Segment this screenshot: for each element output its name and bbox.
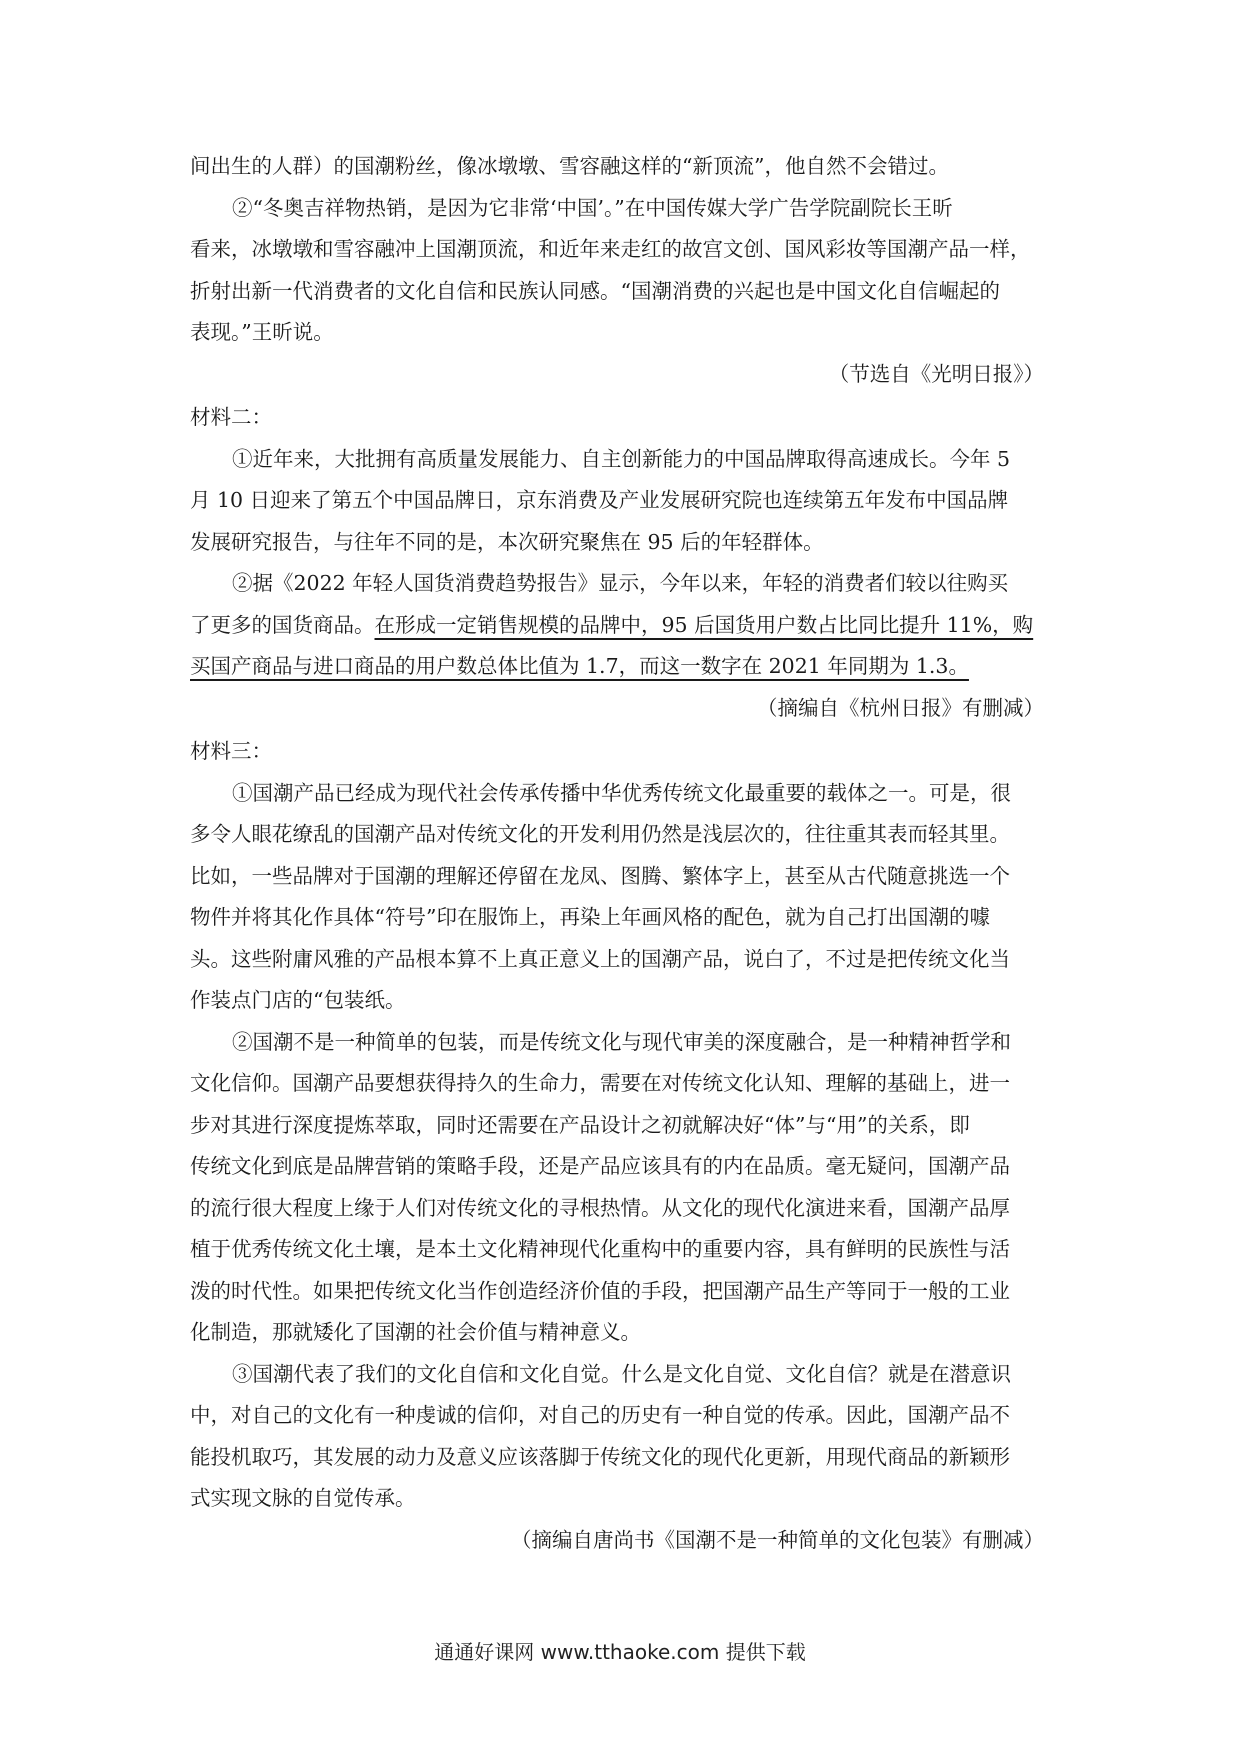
- text-line: 间出生的人群）的国潮粉丝，像冰墩墩、雪容融这样的“新顶流”，他自然不会错过。: [190, 154, 949, 178]
- underlined-text: 买国产商品与进口商品的用户数总体比值为 1.7，而这一数字在 2021 年同期为 1.3。: [190, 654, 969, 678]
- text-line: 植于优秀传统文化土壤，是本土文化精神现代化重构中的重要内容，具有鲜明的民族性与活: [190, 1237, 1010, 1261]
- text-line: 比如，一些品牌对于国潮的理解还停留在龙凤、图腾、繁体字上，甚至从古代随意挑选一个: [190, 863, 1010, 888]
- text-line: 步对其进行深度提炼萃取，同时还需要在产品设计之初就解决好“体”与“用”的关系，即: [190, 1112, 970, 1137]
- article-body: [190, 146, 1052, 1561]
- text-line: 看来，冰墩墩和雪容融冲上国潮顶流，和近年来走红的故宫文创、国风彩妆等国潮产品一样，: [190, 237, 1031, 261]
- paragraph-material2-2: [190, 563, 1052, 688]
- text-line: 化制造，那就矮化了国潮的社会价值与精神意义。: [190, 1320, 641, 1344]
- text-line: 多令人眼花缭乱的国潮产品对传统文化的开发利用仍然是浅层次的，往往重其表而轻其里。: [190, 822, 1010, 846]
- text-line: 物件并将其化作具体“符号”印在服饰上，再染上年画风格的配色，就为自己打出国潮的噱: [190, 905, 990, 929]
- source-citation-1: （节选自《光明日报》）: [828, 361, 1044, 386]
- text-line: 作装点门店的“包装纸。: [190, 988, 406, 1012]
- underlined-text: 在形成一定销售规模的品牌中，95 后国货用户数占比同比提升 11%，购: [374, 612, 1034, 637]
- paragraph-material3-3: [190, 1354, 1052, 1520]
- text-line: 头。这些附庸风雅的产品根本算不上真正意义上的国潮产品，说白了，不过是把传统文化当: [190, 946, 1010, 971]
- text-line: ②国潮不是一种简单的包装，而是传统文化与现代审美的深度融合，是一种精神哲学和: [232, 1029, 1011, 1054]
- paragraph-material2-1: [190, 439, 1052, 564]
- text-line: 文化信仰。国潮产品要想获得持久的生命力，需要在对传统文化认知、理解的基础上，进一: [190, 1071, 1010, 1095]
- text-line: ③国潮代表了我们的文化自信和文化自觉。什么是文化自觉、文化自信？就是在潜意识: [232, 1361, 1011, 1386]
- paragraph-material1-2: [190, 188, 1052, 354]
- text-line: 式实现文脉的自觉传承。: [190, 1486, 416, 1510]
- text-line: 折射出新一代消费者的文化自信和民族认同感。“国潮消费的兴起也是中国文化自信崛起的: [190, 278, 1000, 303]
- text-line: 能投机取巧，其发展的动力及意义应该落脚于传统文化的现代化更新，用现代商品的新颖形: [190, 1444, 1010, 1469]
- text-line: ②据《2022 年轻人国货消费趋势报告》显示，今年以来，年轻的消费者们较以往购买: [232, 571, 1009, 595]
- paragraph-material3-1: [190, 773, 1052, 1022]
- text-line: 中，对自己的文化有一种虔诚的信仰，对自己的历史有一种自觉的传承。因此，国潮产品不: [190, 1403, 1010, 1427]
- text-line: ①国潮产品已经成为现代社会传承传播中华优秀传统文化最重要的载体之一。可是，很: [232, 780, 1011, 805]
- heading-material3: 材料三：: [190, 739, 272, 763]
- page-footer: 通通好课网 www.tthaoke.com 提供下载: [434, 1640, 806, 1664]
- source-citation-2: （摘编自《杭州日报》有删减）: [757, 695, 1044, 720]
- heading-material2: 材料二：: [190, 405, 272, 429]
- text-line: [190, 605, 1052, 647]
- text-line: 发展研究报告，与往年不同的是，本次研究聚焦在 95 后的年轻群体。: [190, 529, 824, 554]
- text-line: 表现。”王昕说。: [190, 320, 334, 344]
- text-line: ②“冬奥吉祥物热销，是因为它非常‘中国’。”在中国传媒大学广告学院副院长王昕: [232, 195, 953, 220]
- source-citation-3: （摘编自唐尚书《国潮不是一种简单的文化包装》有删减）: [511, 1527, 1044, 1552]
- text-line: 泼的时代性。如果把传统文化当作创造经济价值的手段，把国潮产品生产等同于一般的工业: [190, 1278, 1010, 1303]
- text-line: [190, 646, 1052, 688]
- text-line: 传统文化到底是品牌营销的策略手段，还是产品应该具有的内在品质。毫无疑问，国潮产品: [190, 1154, 1010, 1178]
- text-line: 月 10 日迎来了第五个中国品牌日，京东消费及产业发展研究院也连续第五年发布中国品牌: [190, 488, 1009, 512]
- paragraph-material3-2: [190, 1022, 1052, 1354]
- paragraph-continued: [190, 146, 1052, 188]
- plain-text: 了更多的国货商品。: [190, 612, 375, 637]
- text-line: 的流行很大程度上缘于人们对传统文化的寻根热情。从文化的现代化演进来看，国潮产品厚: [190, 1195, 1010, 1220]
- text-line: ①近年来，大批拥有高质量发展能力、自主创新能力的中国品牌取得高速成长。今年 5: [232, 446, 1011, 471]
